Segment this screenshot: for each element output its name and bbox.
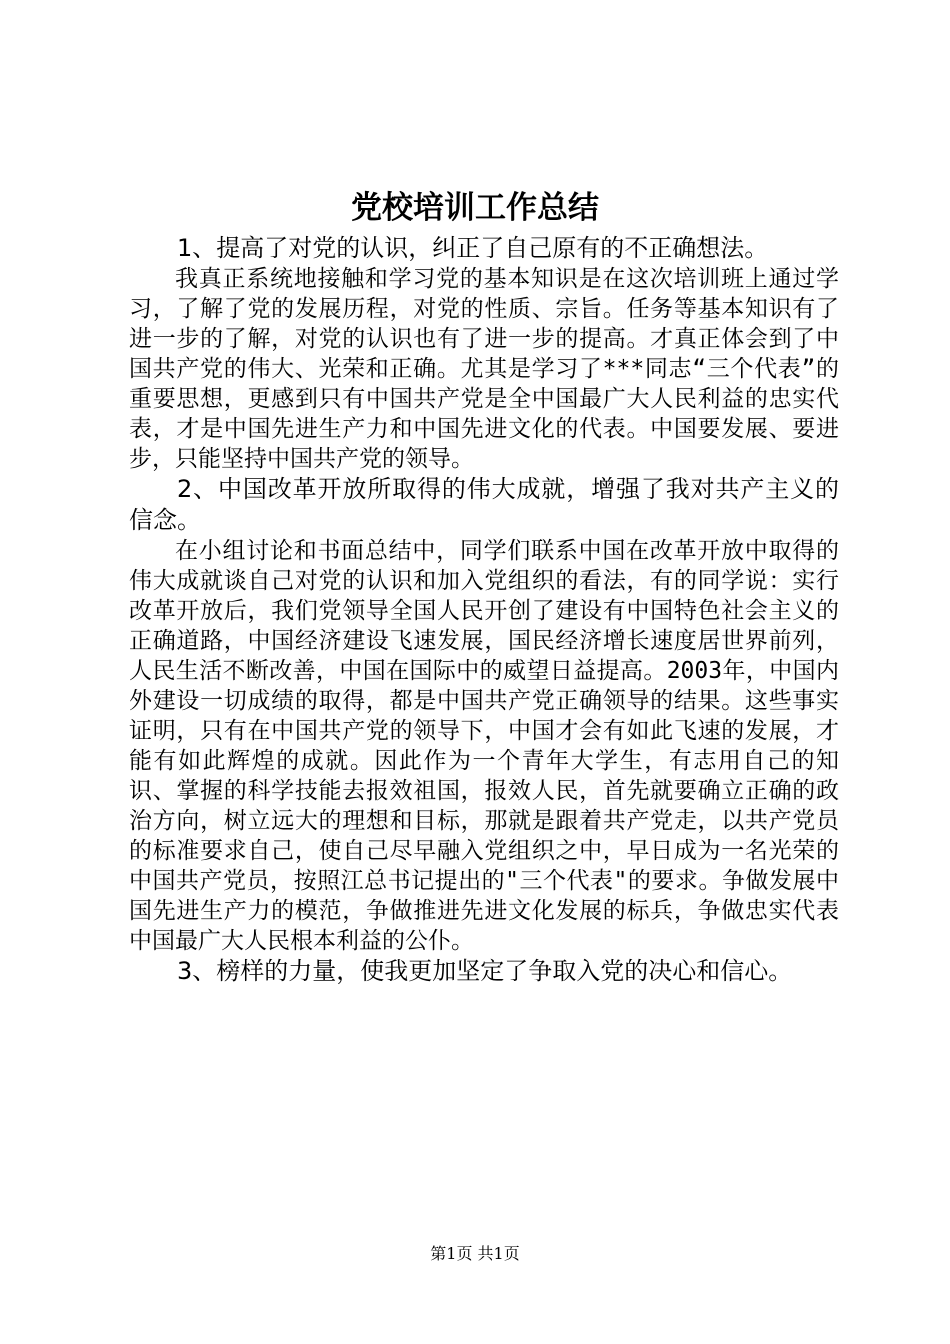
page-footer: 第1页 共1页 — [430, 1244, 520, 1263]
document-title: 党校培训工作总结 — [351, 190, 599, 226]
section-2-heading: 2、中国改革开放所取得的伟大成就，增强了我对共产主义的信念。 — [129, 475, 839, 534]
section-3-heading: 3、榜样的力量，使我更加坚定了争取入党的决心和信心。 — [177, 957, 793, 985]
section-2-paragraph: 在小组讨论和书面总结中，同学们联系中国在改革开放中取得的伟大成就谈自己对党的认识和加入党组织的看法，有的同学说：实行改革开放后，我们党领导全国人民开创了建设有中国特色社会主义的正确道路，中国经济建设飞速发展，国民经济增长速度居世界前列，人民生活不断改善，中国在国际中的威望日益提高。2003年，中国内外建设一切成绩的取得，都是中国共产党正确领导的结果。这些事实证明，只有在中国共产党的领导下，中国才会有如此飞速的发展，才能有如此辉煌的成就。因此作为一个青年大学生，有志用自己的知识、掌握的科学技能去报效祖国，报效人民，首先就要确立正确的政治方向，树立远大的理想和目标，那就是跟着共产党走，以共产党员的标准要求自己，使自己尽早融入党组织之中，早日成为一名光荣的中国共产党员，按照江总书记提出的"三个代表"的要求。争做发展中国先进生产力的模范，争做推进先进文化发展的标兵，争做忠实代表中国最广大人民根本利益的公仆。 — [129, 538, 839, 954]
section-1-paragraph: 我真正系统地接触和学习党的基本知识是在这次培训班上通过学习，了解了党的发展历程，对党的性质、宗旨。任务等基本知识有了进一步的了解，对党的认识也有了进一步的提高。才真正体会到了中国共产党的伟大、光荣和正确。尤其是学习了***同志“三个代表”的重要思想，更感到只有中国共产党是全中国最广大人民利益的忠实代表，才是中国先进生产力和中国先进文化的代表。中国要发展、要进步，只能坚持中国共产党的领导。 — [129, 266, 839, 472]
document-body — [129, 233, 839, 987]
section-1-heading: 1、提高了对党的认识，纠正了自己原有的不正确想法。 — [177, 234, 769, 262]
